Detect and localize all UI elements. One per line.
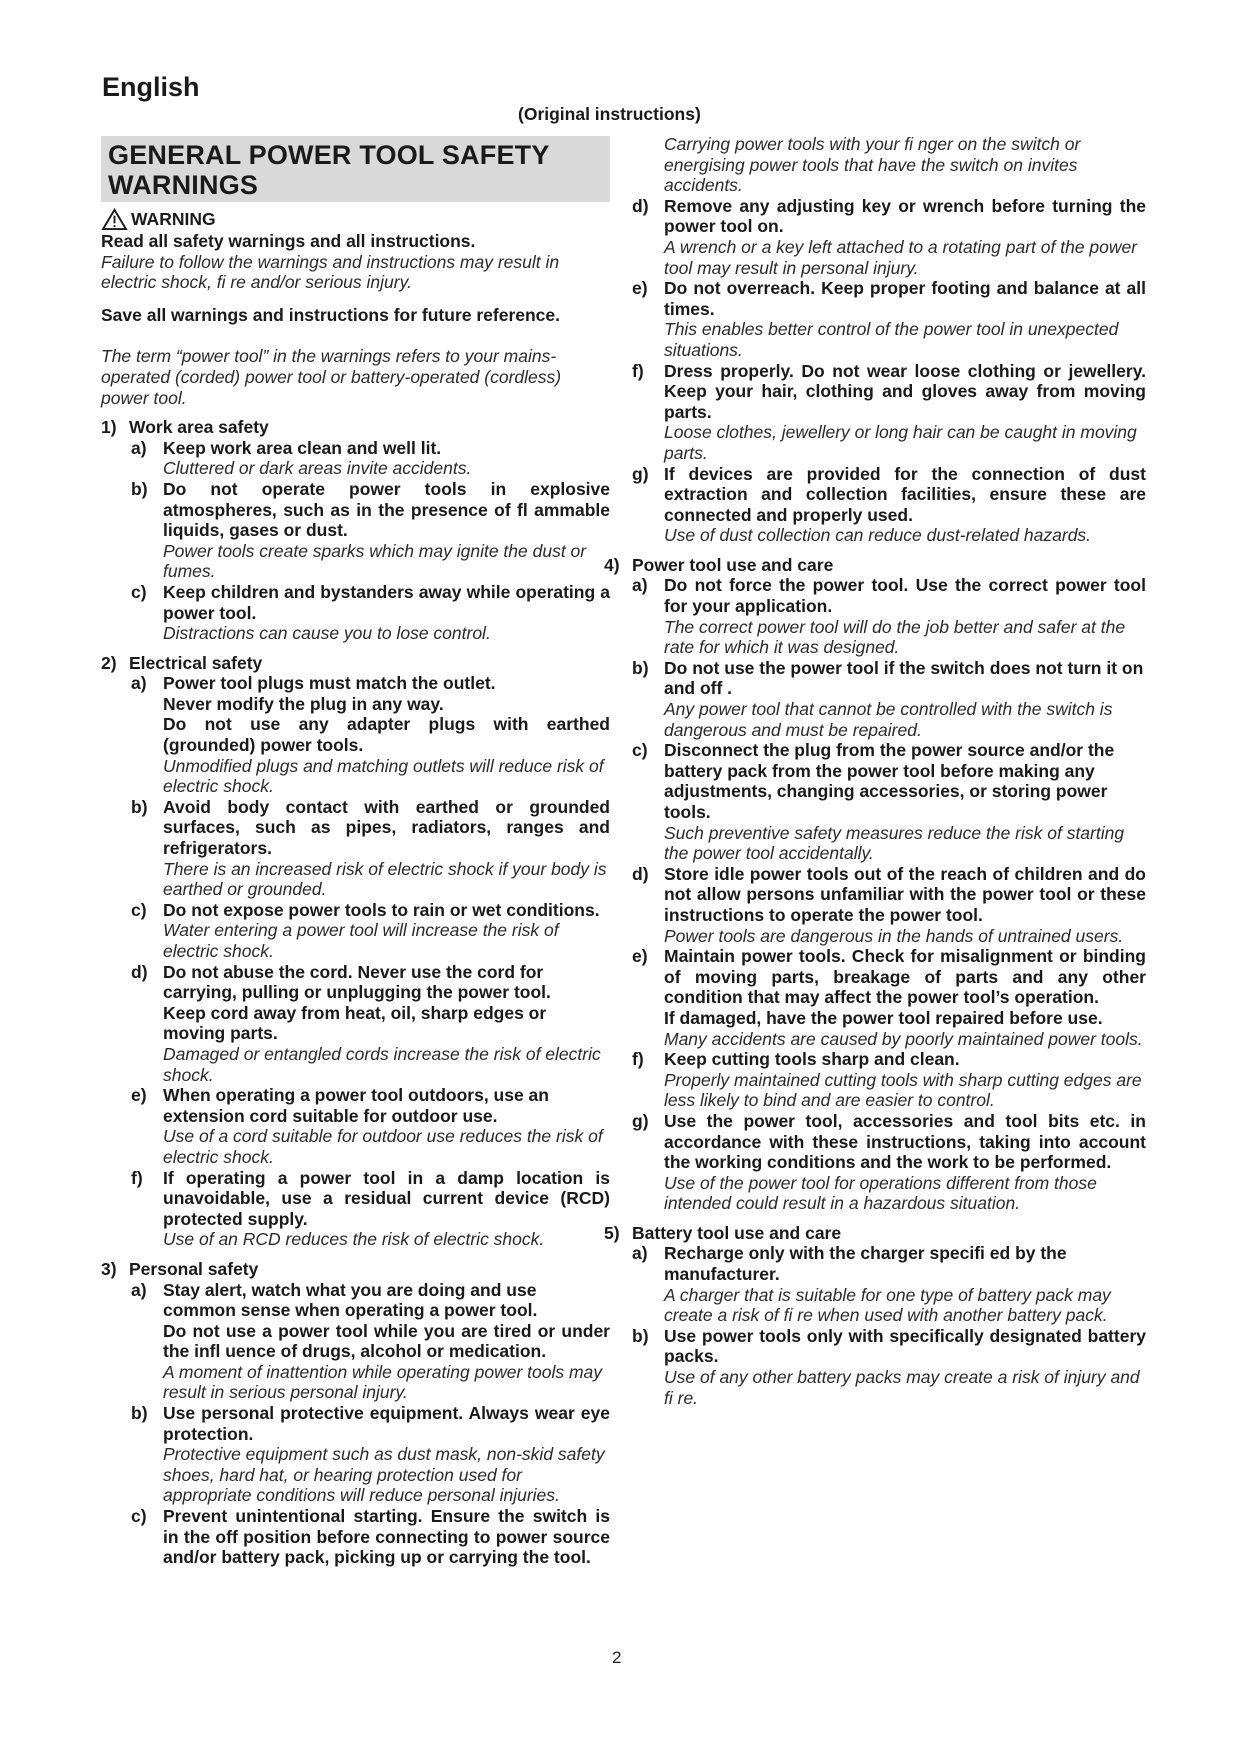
list-item: a) Keep work area clean and well lit. Cluttered or dark areas invite accidents. [131,437,472,479]
section-5-heading: 5) Battery tool use and care [604,1222,842,1243]
list-item: a) Do not force the power tool. Use the correct power tool for your application. The correct power tool will do the job better and safer at the rate for which it was designed. [632,575,1146,658]
warning-heading [101,208,610,231]
list-item: g) Use the power tool, accessories and tool bits etc. in accordance with these instructions, taking into account the working conditions and the work to be performed. Use of the power tool for operations different from those intended could result in a hazardous situation. [632,1110,1146,1214]
list-item: b) Do not operate power tools in explosive atmospheres, such as in the presence of fl ammable liquids, gases or dust. Power tools create sparks which may ignite the dust or fumes. [131,478,610,582]
section-4-heading: 4) Power tool use and care [604,554,834,575]
list-item: e) Maintain power tools. Check for misalignment or binding of moving parts, breakage of parts and any other condition that may affect the power tool’s operation. If damaged, have the power tool repaired before use. Many accidents are caused by poorly maintained power tools. [632,946,1146,1049]
warning-label: WARNING [131,209,216,230]
left-column [101,136,610,1568]
language-heading: English [102,72,200,102]
list-item: c) Do not expose power tools to rain or wet conditions. Water entering a power tool will increase the risk of electric shock. [131,899,600,961]
list-item: b) Do not use the power tool if the switch does not turn it on and off . Any power tool that cannot be controlled with the switch is dangerous and must be repaired. [632,657,1144,740]
list-item: d) Do not abuse the cord. Never use the cord for carrying, pulling or unplugging the power tool. Keep cord away from heat, oil, sharp edges or moving parts. Damaged or entangled cords increase the risk of electric shock. [131,961,601,1085]
list-item: c) Disconnect the plug from the power source and/or the battery pack from the power tool before making any adjustments, changing accessories, or storing power tools. Such preventive safety measures reduce the risk of starting the power tool accidentally. [632,740,1125,864]
list-item: c) Prevent unintentional starting. Ensure the switch is in the off position before connecting to power source and/or battery pack, picking up or carrying the tool. [131,1506,610,1568]
failure-text: Failure to follow the warnings and instructions may result in electric shock, fi re and/or serious injury. [101,251,560,293]
page-number: 2 [612,1648,622,1667]
section-1-heading: 1) Work area safety [101,417,269,438]
list-item: a) Recharge only with the charger specifi ed by the manufacturer. A charger that is suitable for one type of battery pack may create a risk of fi re when used with another battery pack. [632,1243,1111,1326]
list-item: a) Power tool plugs must match the outlet. Never modify the plug in any way. Do not use any adapter plugs with earthed (grounded) power tools. Unmodified plugs and matching outlets will reduce risk of electric shock. [131,673,610,797]
list-item: e) Do not overreach. Keep proper footing and balance at all times. This enables better control of the power tool in unexpected situations. [632,278,1146,360]
original-instructions-subtitle: (Original instructions) [518,104,701,124]
list-item: d) Store idle power tools out of the reach of children and do not allow persons unfamiliar with the power tool or these instructions to operate the power tool. Power tools are dangerous in the hands of untrained users. [632,863,1146,946]
list-item: b) Use personal protective equipment. Always wear eye protection. Protective equipment such as dust mask, non-skid safety shoes, hard hat, or hearing protection used for appropriate conditions will reduce personal injuries. [131,1403,610,1506]
save-text: Save all warnings and instructions for future reference. [101,304,561,325]
page-title: GENERAL POWER TOOL SAFETY WARNINGS [101,136,610,202]
section-3-heading: 3) Personal safety [101,1258,259,1279]
warning-triangle-icon [101,208,128,231]
list-item: c) Keep children and bystanders away while operating a power tool. Distractions can cause you to lose control. [131,581,610,644]
list-item: a) Stay alert, watch what you are doing and use common sense when operating a power tool. Do not use a power tool while you are tired or under the infl uence of drugs, alcohol or medication. A moment of inattention while operating power tools may result in serious personal injury. [131,1279,610,1403]
list-item: e) When operating a power tool outdoors, use an extension cord suitable for outdoor use. Use of a cord suitable for outdoor use reduces the risk of electric shock. [131,1085,603,1167]
list-item: f) Dress properly. Do not wear loose clothing or jewellery. Keep your hair, clothing and gloves away from moving parts. Loose clothes, jewellery or long hair can be caught in moving parts. [632,360,1146,463]
list-item: b) Use power tools only with specifically designated battery packs. Use of any other battery packs may create a risk of injury and fi re. [632,1325,1146,1408]
read-all-text: Read all safety warnings and all instructions. [101,231,476,251]
list-item: f) If operating a power tool in a damp location is unavoidable, use a residual current device (RCD) protected supply. Use of an RCD reduces the risk of electric shock. [131,1167,610,1250]
list-item: b) Avoid body contact with earthed or grounded surfaces, such as pipes, radiators, ranges and refrigerators. There is an increased risk of electric shock if your body is earthed or grounded. [131,796,610,900]
section-2-heading: 2) Electrical safety [101,652,263,673]
right-column [604,134,1146,1408]
list-item: f) Keep cutting tools sharp and clean. Properly maintained cutting tools with sharp cutting edges are less likely to bind and are easier to control. [632,1049,1142,1111]
continued-italic-text: Carrying power tools with your fi nger on the switch or energising power tools that have the switch on invites accidents. [664,134,1081,196]
list-item: g) If devices are provided for the connection of dust extraction and collection facilities, ensure these are connected and properly used. Use of dust collection can reduce dust-related hazards. [632,463,1146,546]
list-item: d) Remove any adjusting key or wrench before turning the power tool on. A wrench or a key left attached to a rotating part of the power tool may result in personal injury. [632,195,1146,278]
term-text: The term “power tool” in the warnings refers to your mains-operated (corded) power tool or battery-operated (cordless) power tool. [101,346,562,408]
